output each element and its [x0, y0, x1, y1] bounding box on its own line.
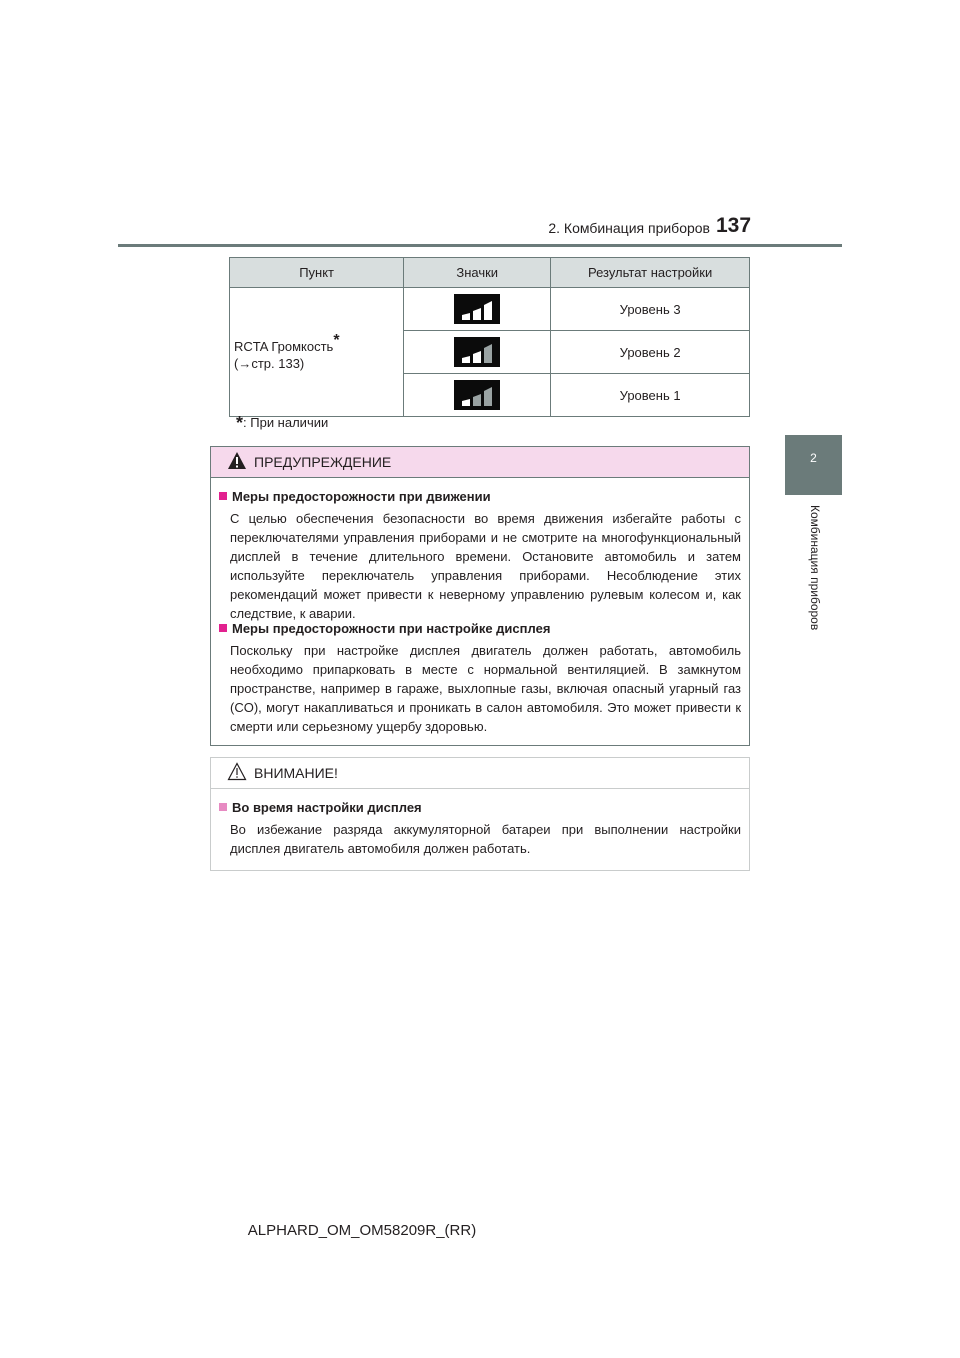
caution-section-text: Во избежание разряда аккумуляторной батареи при выполнении настройки дисплея двигатель автомобиля должен работать.	[230, 822, 741, 856]
settings-table	[229, 257, 750, 417]
bullet-square-icon	[219, 803, 227, 811]
warning-box	[210, 446, 750, 746]
warning-header	[211, 447, 749, 478]
footnote-asterisk: *	[236, 413, 244, 433]
volume-level-3-icon	[454, 294, 500, 324]
table-item-ref: (→стр. 133)	[234, 356, 305, 371]
warning-section-text: Поскольку при настройке дисплея двигатель должен работать, автомобиль необходимо припарковать в месте с нормальной вентиляцией. В замкнутом пространстве, например в гараже, выхлопные газы, включая опасный угарный газ (CO), могут накапливаться и проникать в салон автомобиля. Это может привести к смерти или серьезному ущербу здоровью.	[230, 643, 741, 734]
caution-box	[210, 757, 750, 871]
footnote-text: : При наличии	[243, 415, 329, 430]
table-item-cell	[230, 288, 404, 417]
chapter-side-label	[808, 505, 824, 655]
footnote	[236, 413, 328, 434]
caution-header	[211, 758, 749, 789]
chapter-tab[interactable]	[785, 435, 842, 495]
table-icon-cell	[404, 374, 551, 417]
warning-section-text: С целью обеспечения безопасности во время движения избегайте работы с переключателями управления приборами и не смотрите на многофункциональный дисплей в течение длительного времени. Остановите автомобиль и затем используйте переключатель управления приборами. Несоблюдение этих рекомендаций может привести к неверному управлению рулевым колесом и, как следствие, к аварии.	[230, 511, 741, 621]
table-header-result: Результат настройки	[551, 258, 750, 288]
table-result-cell: Уровень 3	[551, 288, 750, 331]
table-header-icons: Значки	[404, 258, 551, 288]
caution-title: ВНИМАНИЕ!	[254, 765, 338, 781]
warning-triangle-icon	[227, 451, 247, 470]
table-header-row	[230, 258, 750, 288]
chapter-title: 2. Комбинация приборов	[548, 220, 710, 236]
table-result-cell: Уровень 1	[551, 374, 750, 417]
volume-level-1-icon	[454, 380, 500, 410]
table-result-cell: Уровень 2	[551, 331, 750, 374]
footer-doc-code: ALPHARD_OM_OM58209R_(RR)	[247, 1222, 477, 1239]
table-icon-cell	[404, 288, 551, 331]
header-rule	[118, 244, 842, 247]
table-item-label: RCTA Громкость	[234, 339, 334, 354]
warning-title: ПРЕДУПРЕЖДЕНИЕ	[254, 454, 392, 470]
chapter-side-label-text: Комбинация приборов	[808, 505, 822, 631]
page-number: 137	[716, 214, 752, 237]
warning-section-title: Меры предосторожности при настройке дисплея	[219, 621, 550, 636]
bullet-square-icon	[219, 624, 227, 632]
table-row	[230, 288, 750, 331]
caution-section-title: Во время настройки дисплея	[219, 800, 422, 815]
table-header-item: Пункт	[230, 258, 404, 288]
table-item-asterisk: *	[333, 332, 340, 349]
bullet-square-icon	[219, 492, 227, 500]
caution-triangle-icon	[227, 762, 247, 781]
warning-section-title: Меры предосторожности при движении	[219, 489, 491, 504]
volume-level-2-icon	[454, 337, 500, 367]
table-icon-cell	[404, 331, 551, 374]
chapter-tab-number: 2	[810, 451, 817, 465]
